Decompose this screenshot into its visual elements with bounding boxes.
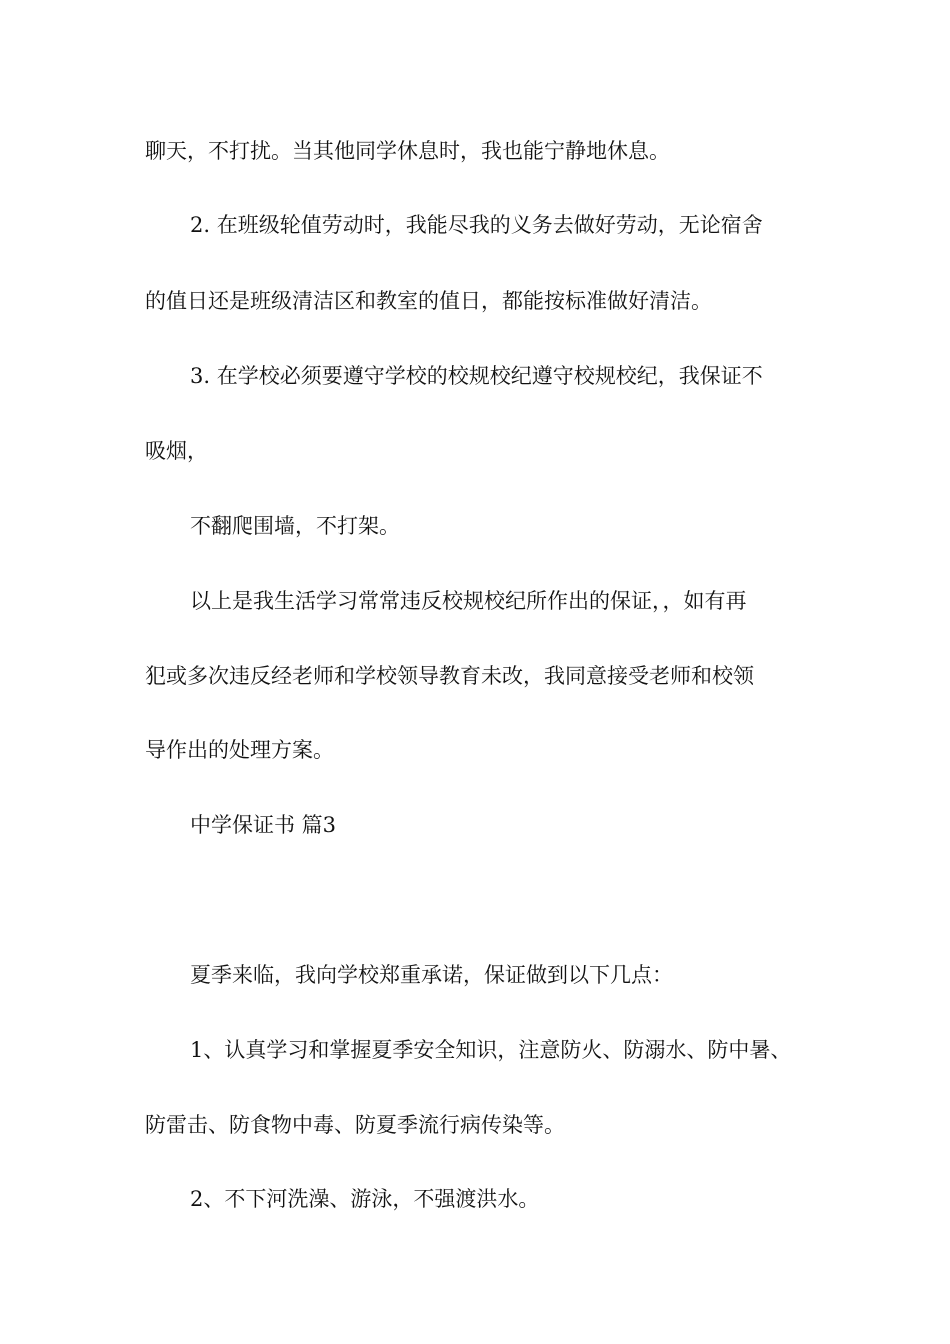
text-line-11: 夏季来临，我向学校郑重承诺，保证做到以下几点： xyxy=(190,963,673,987)
text-line-5: 吸烟， xyxy=(145,439,208,463)
text-line-12: 1、认真学习和掌握夏季安全知识，注意防火、防溺水、防中暑、 xyxy=(190,1038,792,1062)
text-line-14: 2、不下河洗澡、游泳，不强渡洪水。 xyxy=(190,1187,540,1211)
text-line-7: 以上是我生活学习常常违反校规校纪所作出的保证，，如有再 xyxy=(190,589,747,613)
section-heading: 中学保证书 篇3 xyxy=(190,813,337,837)
text-line-6: 不翻爬围墙，不打架。 xyxy=(190,514,400,538)
text-line-4: 3. 在学校必须要遵守学校的校规校纪遵守校规校纪，我保证不 xyxy=(190,364,763,388)
text-line-1: 聊天，不打扰。当其他同学休息时，我也能宁静地休息。 xyxy=(145,139,670,163)
text-line-13: 防雷击、防食物中毒、防夏季流行病传染等。 xyxy=(145,1113,565,1137)
text-line-3: 的值日还是班级清洁区和教室的值日，都能按标准做好清洁。 xyxy=(145,289,712,313)
text-line-9: 导作出的处理方案。 xyxy=(145,738,334,762)
text-line-2: 2. 在班级轮值劳动时，我能尽我的义务去做好劳动，无论宿舍 xyxy=(190,213,763,237)
text-line-8: 犯或多次违反经老师和学校领导教育未改，我同意接受老师和校领 xyxy=(145,664,754,688)
